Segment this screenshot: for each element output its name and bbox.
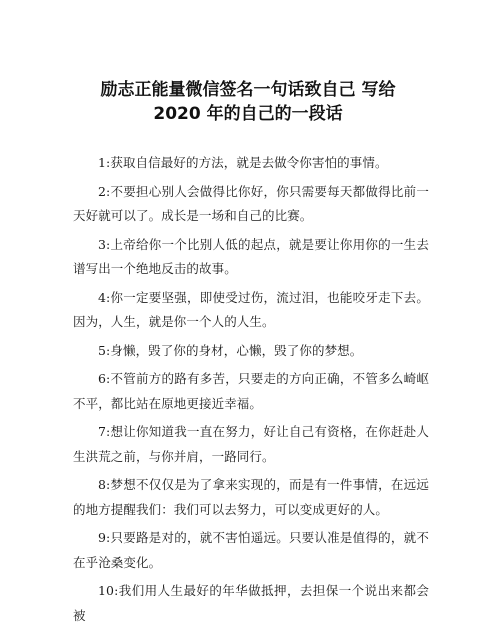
paragraph-3: 3:上帝给你一个比别人低的起点，就是要让你用你的一生去谱写出一个绝地反击的故事。 [73, 236, 429, 276]
paragraph-2: 2:不要担心别人会做得比你好，你只需要每天都做得比前一天好就可以了。成长是一场和自己的比赛。 [73, 183, 429, 223]
document-title-line-2: 2020 年的自己的一段话 [153, 104, 343, 124]
paragraph-10: 10:我们用人生最好的年华做抵押，去担保一个说出来都会被 [73, 583, 429, 623]
paragraph-9: 9:只要路是对的，就不害怕遥远。只要认准是值得的，就不在乎沧桑变化。 [73, 530, 429, 570]
paragraph-6: 6:不管前方的路有多苦，只要走的方向正确，不管多么崎岖不平，都比站在原地更接近幸福。 [73, 371, 429, 411]
paragraph-7: 7:想让你知道我一直在努力，好让自己有资格，在你赶赴人生洪荒之前，与你并肩，一路同行。 [73, 424, 429, 464]
document-body [73, 151, 429, 632]
paragraph-4: 4:你一定要坚强，即使受过伤，流过泪，也能咬牙走下去。因为，人生，就是你一个人的人生。 [73, 289, 429, 329]
paragraph-5: 5:身懒，毁了你的身材，心懒，毁了你的梦想。 [98, 342, 363, 358]
paragraph-1: 1:获取自信最好的方法，就是去做令你害怕的事情。 [98, 155, 388, 170]
document-title-line-1: 励志正能量微信签名一句话致自己 写给 [100, 80, 396, 100]
paragraph-8: 8:梦想不仅仅是为了拿来实现的，而是有一件事情，在远远的地方提醒我们：我们可以去努力，可以变成更好的人。 [73, 477, 429, 517]
